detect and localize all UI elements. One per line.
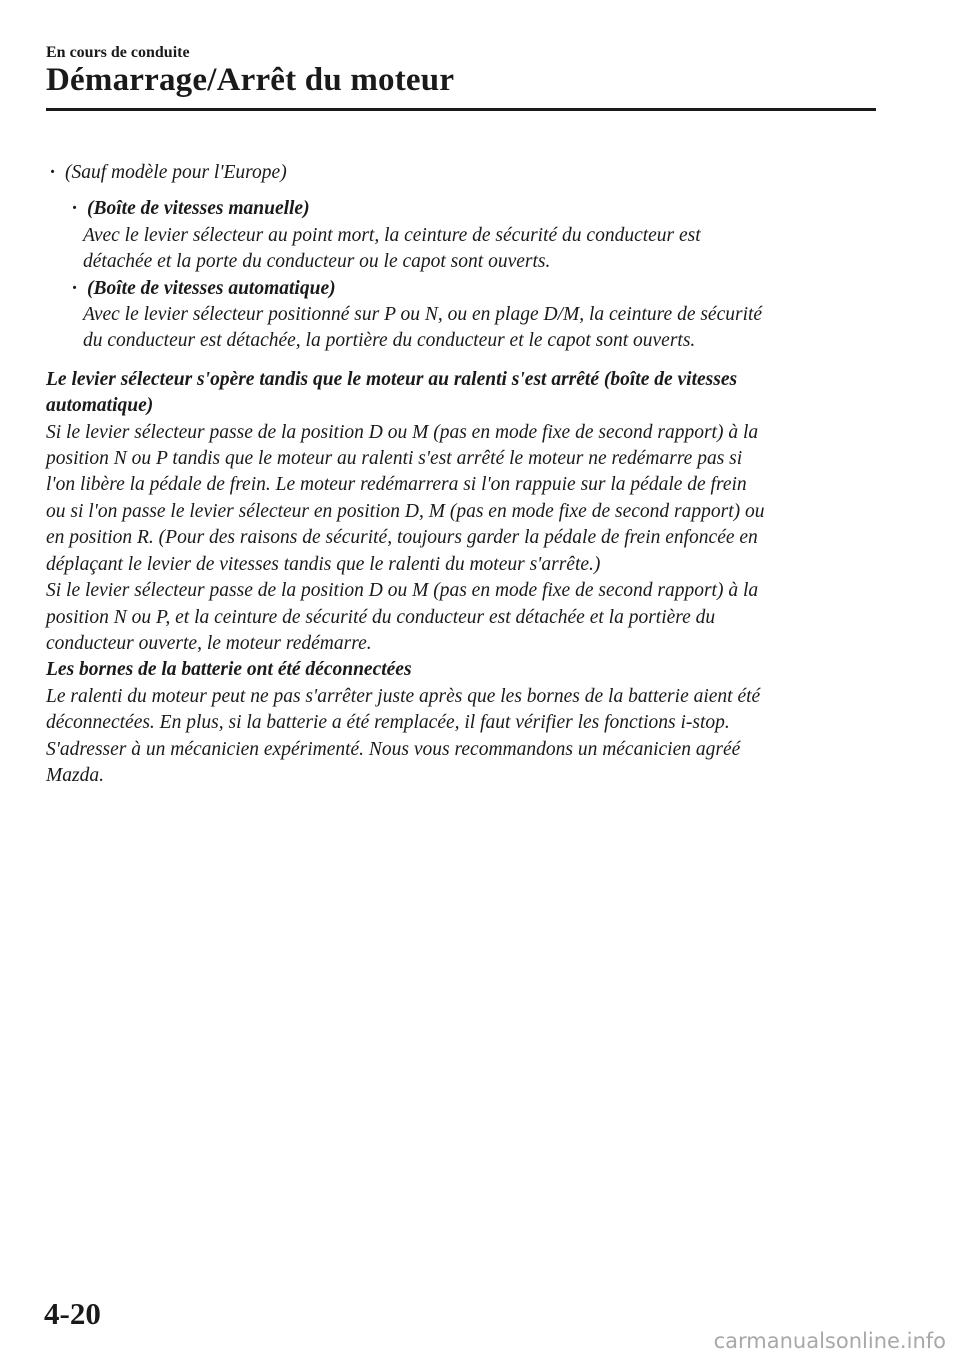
selector-body-line: position N ou P, et la ceinture de sécurité du conducteur est détachée et la portière du — [46, 606, 716, 628]
selector-body-line: déplaçant le levier de vitesses tandis que le ralenti du moteur s'arrête.) — [46, 553, 601, 575]
battery-body-line: Le ralenti du moteur peut ne pas s'arrêter juste après que les bornes de la batterie aient été — [46, 685, 761, 707]
page-number: 4-20 — [44, 1296, 101, 1331]
main-content — [46, 160, 881, 789]
battery-heading: Les bornes de la batterie ont été déconnectées — [46, 659, 412, 681]
page-title: Démarrage/Arrêt du moteur — [46, 62, 455, 98]
watermark: carmanualsonline.info — [713, 1329, 946, 1353]
europe-heading: (Sauf modèle pour l'Europe) — [65, 162, 287, 183]
bullet-marker: · — [72, 277, 77, 299]
automatic-bullet — [46, 276, 881, 302]
selector-body-line: l'on libère la pédale de frein. Le moteur redémarrera si l'on rappuie sur la pédale de frein — [46, 474, 747, 496]
manual-heading: (Boîte de vitesses manuelle) — [87, 198, 310, 220]
europe-bullet — [46, 160, 881, 186]
automatic-line: Avec le levier sélecteur positionné sur P ou N, ou en plage D/M, la ceinture de sécurité — [83, 304, 763, 326]
battery-body-line: S'adresser à un mécanicien expérimenté. Nous vous recommandons un mécanicien agréé — [46, 738, 741, 760]
bullet-marker: · — [72, 198, 77, 220]
selector-body-line: en position R. (Pour des raisons de sécurité, toujours garder la pédale de frein enfoncée en — [46, 527, 758, 549]
selector-heading: Le levier sélecteur s'opère tandis que le moteur au ralenti s'est arrêté (boîte de vitesses — [46, 368, 738, 390]
selector-body-line: position N ou P tandis que le moteur au ralenti s'est arrêté le moteur ne redémarre pas si — [46, 448, 743, 470]
manual-bullet — [46, 196, 881, 222]
title-rule — [46, 108, 876, 111]
selector-body-line: ou si l'on passe le levier sélecteur en position D, M (pas en mode fixe de second rapport) ou — [46, 500, 765, 522]
battery-body-line: Mazda. — [46, 764, 104, 786]
manual-line: détachée et la porte du conducteur ou le capot sont ouverts. — [83, 251, 551, 273]
battery-body-line: déconnectées. En plus, si la batterie a été remplacée, il faut vérifier les fonctions i-stop. — [46, 712, 730, 734]
bullet-marker: · — [50, 162, 55, 183]
automatic-line: du conducteur est détachée, la portière du conducteur et le capot sont ouverts. — [83, 330, 696, 352]
manual-line: Avec le levier sélecteur au point mort, la ceinture de sécurité du conducteur est — [83, 224, 701, 246]
selector-body-line: conducteur ouverte, le moteur redémarre. — [46, 632, 372, 654]
selector-body-line: Si le levier sélecteur passe de la position D ou M (pas en mode fixe de second rapport) à la — [46, 421, 759, 443]
selector-body-line: Si le levier sélecteur passe de la position D ou M (pas en mode fixe de second rapport) à la — [46, 580, 759, 602]
section-label: En cours de conduite — [46, 44, 190, 61]
selector-heading: automatique) — [46, 395, 154, 417]
automatic-heading: (Boîte de vitesses automatique) — [87, 277, 336, 299]
